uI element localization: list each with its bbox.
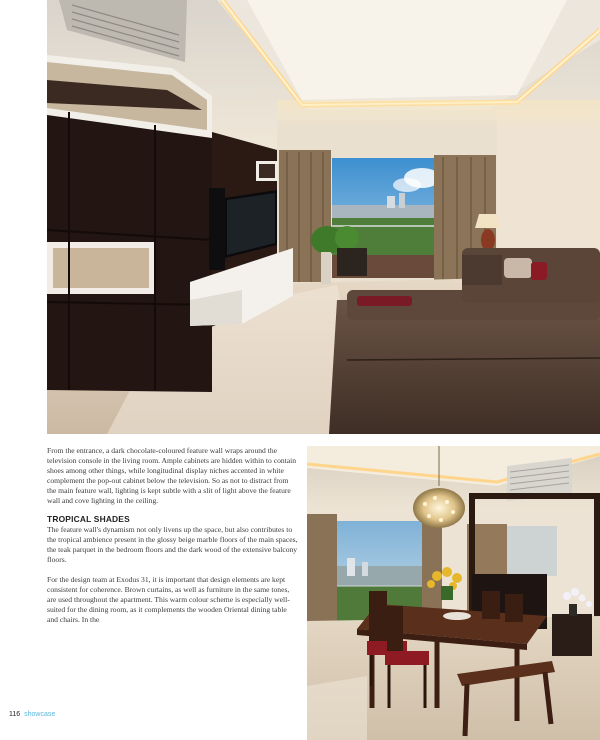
dining-room-photo	[307, 446, 600, 740]
article-body	[47, 446, 299, 635]
magazine-name: showcase	[24, 711, 56, 718]
intro-paragraph: From the entrance, a dark chocolate-coloured feature wall wraps around the television console in the living room. Ample cabinets are hidden within to contain shoes among other things, while longitudinal display niches accented in white complement the pop-out cabinet below the television. So as not to distract from the main feature wall, lighting is kept subtle with a slit of light above the feature wall and cove lighting in the ceiling.	[47, 446, 297, 505]
section-heading: TROPICAL SHADES	[47, 514, 130, 525]
page-number: 116	[9, 711, 21, 718]
section-paragraph: The feature wall's dynamism not only livens up the space, but also contributes to the tropical ambience present in the glossy beige marble floors of the main spaces, the teak parquet in the bedroom floors and the dark wood of the extensive balcony floors.	[47, 525, 298, 565]
page-folio	[9, 711, 55, 718]
living-room-photo	[47, 0, 600, 434]
section-paragraph-continued: For the design team at Exodus 31, it is important that design elements are kept consistent for coherence. Brown curtains, as well as furniture in the same tones, are used throughout the apartment. This warm colour scheme is especially well-suited for the dining room, as it complements the wooden Oriental dining table and chairs. In the	[47, 574, 290, 624]
